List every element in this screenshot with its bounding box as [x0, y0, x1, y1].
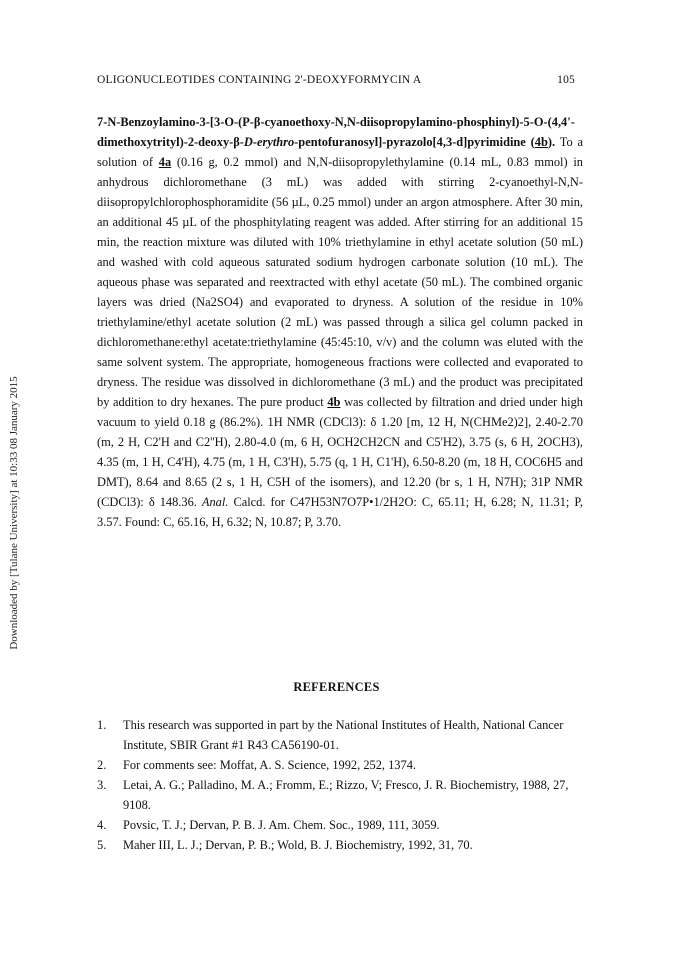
- reference-text: Letai, A. G.; Palladino, M. A.; Fromm, E.; Rizzo, V; Fresco, J. R. Biochemistry, 1988, 27, 9108.: [123, 778, 569, 812]
- download-watermark: [4, 295, 24, 730]
- anal-label: Anal.: [201, 495, 229, 509]
- reference-item: [97, 775, 583, 815]
- compound-ref-4b: 4b: [534, 135, 548, 149]
- reference-item: [97, 835, 583, 855]
- running-title: OLIGONUCLEOTIDES CONTAINING 2'-DEOXYFORMYCIN A: [97, 74, 422, 86]
- reference-text: This research was supported in part by the National Institutes of Health, National Cancer Institute, SBIR Grant #1 R43 CA56190-01.: [123, 718, 564, 752]
- compound-ref-4b-second: 4b: [327, 395, 341, 409]
- references-heading: REFERENCES: [293, 680, 380, 694]
- body-text-3: was collected by filtration and dried under high vacuum to yield 0.18 g (86.2%). 1H NMR (CDCl3): δ 1.20 [m, 12 H, N(CHMe2)2], 2.40-2.70 (m, 2 H, C2'H and C2''H), 2.80-4.0 (m, 6 H, OCH2CH2CN and C5'H2), 3.75 (s, 6 H, 2OCH3), 4.35 (m, 1 H, C4'H), 4.75 (m, 1 H, C3'H), 5.75 (q, 1 H, C1'H), 6.50-8.20 (m, 18 H, COC6H5 and DMT), 8.64 and 8.65 (2 s, 1 H, C5H of the isomers), and 12.20 (br s, 1 H, N7H); 31P NMR (CDCl3): δ 148.36.: [97, 395, 583, 509]
- reference-number: 3.: [97, 778, 107, 792]
- compound-title-part-3: ).: [547, 135, 556, 149]
- reference-number: 4.: [97, 818, 107, 832]
- reference-text: For comments see: Moffat, A. S. Science, 1992, 252, 1374.: [123, 758, 416, 772]
- reference-number: 1.: [97, 718, 107, 732]
- references-list: [97, 715, 583, 855]
- page-number: 105: [557, 74, 575, 86]
- reference-number: 2.: [97, 758, 107, 772]
- compound-ref-4a: 4a: [158, 155, 172, 169]
- reference-item: [97, 755, 583, 775]
- experimental-paragraph: [97, 112, 583, 532]
- compound-title-erythro: D-erythro: [243, 135, 295, 149]
- compound-title: [97, 115, 575, 149]
- compound-title-part-1: 7-N-Benzoylamino-3-[3-O-(P-β-cyanoethoxy-N,N-diisopropylamino-phosphinyl)-5-O-(4,4'-dimethoxytrityl)-2-deoxy-β-: [97, 115, 575, 149]
- compound-title-part-2: -pentofuranosyl]-pyrazolo[4,3-d]pyrimidine (: [294, 135, 535, 149]
- reference-number: 5.: [97, 838, 107, 852]
- reference-text: Maher III, L. J.; Dervan, P. B.; Wold, B. J. Biochemistry, 1992, 31, 70.: [123, 838, 473, 852]
- body-text-2: (0.16 g, 0.2 mmol) and N,N-diisopropylethylamine (0.14 mL, 0.83 mmol) in anhydrous dichloromethane (3 mL) was added with stirring 2-cyanoethyl-N,N-diisopropylchlorophosphoramidite (56 µL, 0.25 mmol) under an argon atmosphere. After 30 min, an additional 45 µL of the phosphitylating reagent was added. After stirring for an additional 15 min, the reaction mixture was diluted with 10% triethylamine in ethyl acetate solution (50 mL) and washed with cold aqueous saturated sodium hydrogen carbonate solution (10 mL). The aqueous phase was separated and reextracted with ethyl acetate (50 mL). The combined organic layers was dried (Na2SO4) and evaporated to dryness. A solution of the residue in 10% triethylamine/ethyl acetate solution (2 mL) was passed through a silica gel column packed in dichloromethane:ethyl acetate:triethylamine (45:45:10, v/v) and the column was eluted with the same solvent system. The appropriate, homogeneous fractions were collected and evaporated to dryness. The residue was dissolved in dichloromethane (3 mL) and the product was precipitated by addition to dry hexanes. The pure product: [97, 155, 583, 409]
- body-text-4: Calcd. for C47H53N7O7P•1/2H2O: C, 65.11; H, 6.28; N, 11.31; P, 3.57. Found: C, 65.16, H, 6.32; N, 10.87; P, 3.70.: [97, 495, 583, 529]
- running-header: [97, 74, 575, 86]
- body-text-1: To a solution of: [97, 135, 583, 169]
- reference-item: [97, 715, 583, 755]
- reference-item: [97, 815, 583, 835]
- reference-text: Povsic, T. J.; Dervan, P. B. J. Am. Chem. Soc., 1989, 111, 3059.: [123, 818, 440, 832]
- download-watermark-text: Downloaded by [Tulane University] at 10:33 08 January 2015: [8, 375, 20, 650]
